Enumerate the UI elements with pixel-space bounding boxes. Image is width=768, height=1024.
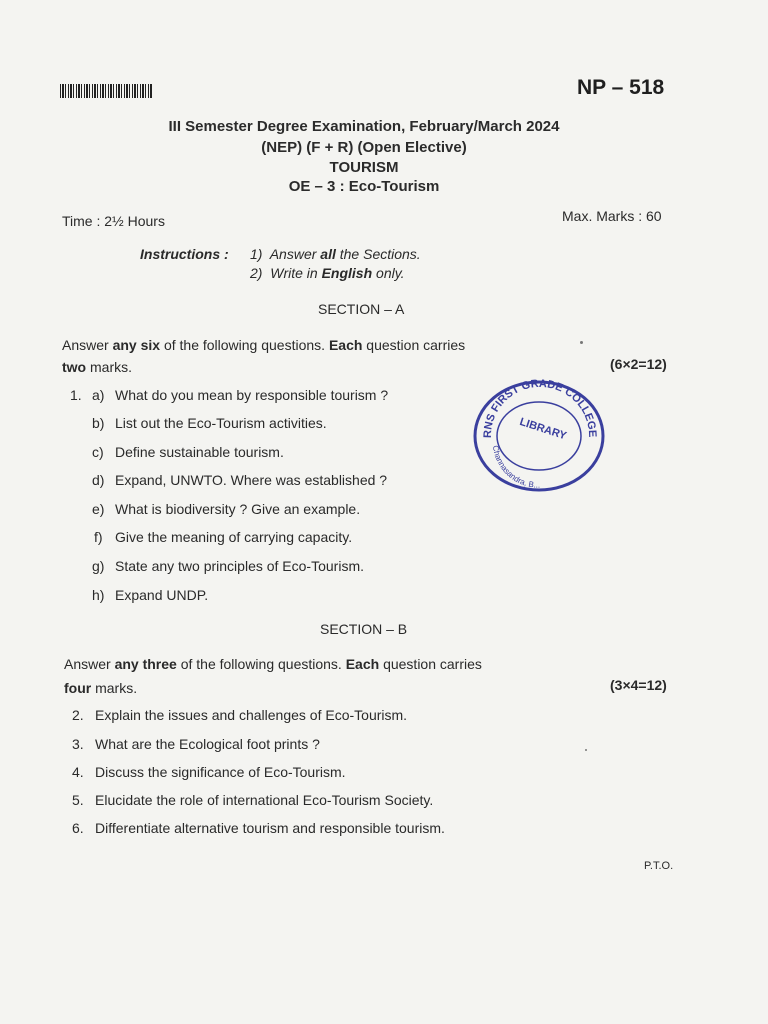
- section-a-instruction: Answer any six of the following questions. Each question carries: [62, 337, 466, 353]
- question-label: b): [92, 415, 105, 431]
- question-text: State any two principles of Eco-Tourism.: [115, 558, 364, 574]
- paper-code: NP – 518: [577, 76, 665, 99]
- instruction-item: 2) Write in English only.: [250, 265, 405, 281]
- question-text: Elucidate the role of international Eco-Tourism Society.: [95, 792, 434, 808]
- stamp-top-text: RNS FIRST GRADE COLLEGE: [481, 378, 599, 439]
- question-label: e): [92, 501, 105, 517]
- question-text: What is biodiversity ? Give an example.: [115, 501, 361, 517]
- barcode: [60, 84, 152, 98]
- ink-speck: [580, 341, 583, 344]
- question-text: Give the meaning of carrying capacity.: [115, 529, 353, 545]
- question-number: 6.: [72, 820, 84, 836]
- exam-title: III Semester Degree Examination, February/March 2024: [168, 118, 560, 135]
- question-text: Differentiate alternative tourism and responsible tourism.: [95, 820, 445, 836]
- stamp-inner-ring: [497, 402, 581, 470]
- stamp-outer-ring: [475, 382, 603, 490]
- question-label: g): [92, 558, 105, 574]
- section-b-title: SECTION – B: [320, 621, 408, 637]
- question-text: Expand, UNWTO. Where was established ?: [115, 472, 388, 488]
- question-text: Explain the issues and challenges of Eco-Tourism.: [95, 707, 408, 723]
- question-text: List out the Eco-Tourism activities.: [115, 415, 327, 431]
- question-text: Define sustainable tourism.: [115, 444, 284, 460]
- section-b-instruction-cont: four marks.: [64, 680, 138, 696]
- subject-name: TOURISM: [329, 159, 399, 176]
- stamp-center-text: LIBRARY: [518, 415, 568, 443]
- please-turn-over: P.T.O.: [644, 860, 674, 872]
- question-text: Expand UNDP.: [115, 587, 209, 603]
- question-number: 3.: [72, 736, 84, 752]
- question-text: Discuss the significance of Eco-Tourism.: [95, 764, 346, 780]
- section-b-marks: (3×4=12): [610, 677, 667, 693]
- time-allowed: Time : 2½ Hours: [62, 213, 165, 229]
- question-number: 5.: [72, 792, 84, 808]
- question-label: a): [92, 387, 105, 403]
- question-text: What are the Ecological foot prints ?: [95, 736, 320, 752]
- exam-scheme: (NEP) (F + R) (Open Elective): [261, 139, 467, 156]
- instruction-item: 1) Answer all the Sections.: [250, 246, 421, 262]
- ink-speck: [585, 749, 587, 751]
- question-label: f): [94, 529, 103, 545]
- section-a-marks: (6×2=12): [610, 356, 667, 372]
- question-number: 2.: [72, 707, 84, 723]
- question-label: d): [92, 472, 105, 488]
- question-label: h): [92, 587, 105, 603]
- section-a-title: SECTION – A: [318, 301, 405, 317]
- question-text: What do you mean by responsible tourism ?: [115, 387, 389, 403]
- question-label: c): [92, 444, 104, 460]
- max-marks: Max. Marks : 60: [562, 208, 662, 224]
- question-number: 4.: [72, 764, 84, 780]
- section-a-instruction-cont: two marks.: [62, 359, 132, 375]
- section-b-instruction: Answer any three of the following questions. Each question carries: [64, 656, 482, 672]
- stamp-bottom-text: Channasandra, B...: [490, 444, 541, 490]
- instructions-label: Instructions :: [140, 246, 229, 262]
- paper-name: OE – 3 : Eco-Tourism: [288, 178, 440, 195]
- question-number: 1.: [70, 387, 82, 403]
- library-stamp: [471, 378, 607, 494]
